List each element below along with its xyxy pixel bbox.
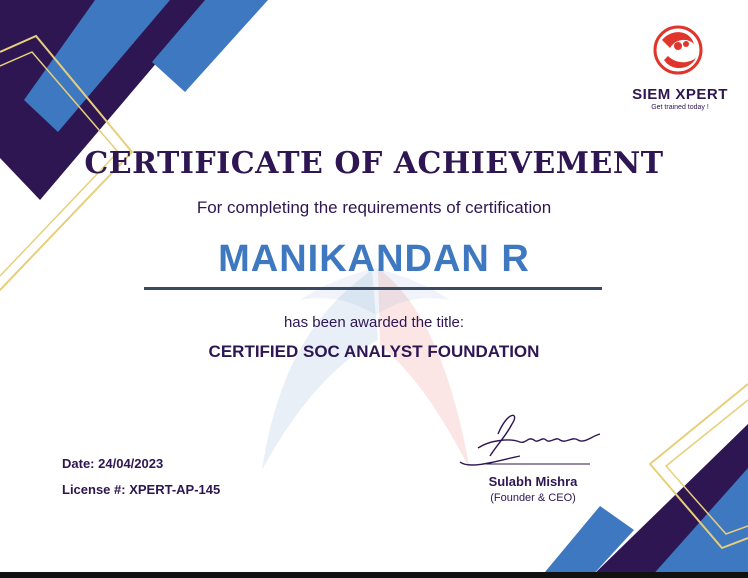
signer-name: Sulabh Mishra [488,474,578,489]
award-title: CERTIFIED SOC ANALYST FOUNDATION [208,342,540,361]
date-label: Date: [62,456,95,471]
signature-stroke [460,415,600,465]
awarded-text: has been awarded the title: [283,314,465,331]
bottom-border [0,572,748,578]
license-value: XPERT-AP-145 [129,482,221,497]
recipient-name: MANIKANDAN R [218,238,530,280]
brand-tagline: Get trained today ! [651,104,709,111]
certificate-subtitle: For completing the requirements of certification [196,198,552,217]
license-label: License #: [62,482,126,497]
date-value: 24/04/2023 [98,456,164,471]
brand-name: SIEM XPERT [632,86,728,103]
signer-role: (Founder & CEO) [490,492,576,504]
certificate-title: CERTIFICATE OF ACHIEVEMENT [84,146,664,181]
